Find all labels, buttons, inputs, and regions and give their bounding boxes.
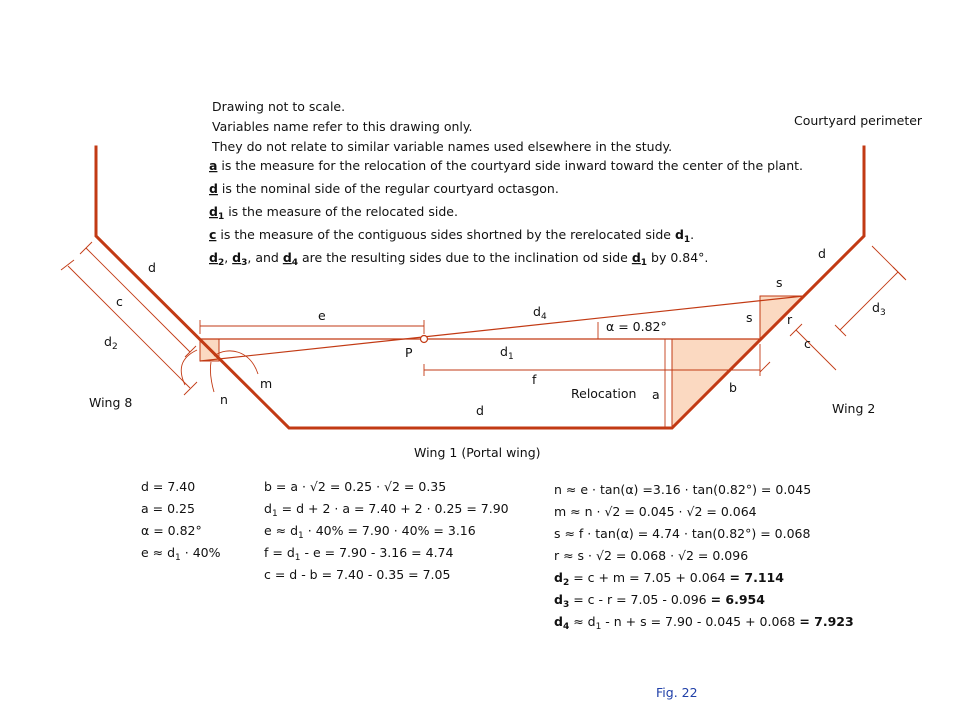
- label-d-bottom: d: [476, 403, 484, 418]
- dim-line-c-right: [796, 330, 836, 370]
- formula-d1: $d_1 = d + 2 \cdot a = 7.40 + 2 \cdot 0.25 = 7.90$: [264, 501, 509, 519]
- label-d-right: d: [818, 246, 826, 261]
- dim-tick: [893, 267, 905, 279]
- legend-d: d is the nominal side of the regular courtyard octasgon.: [209, 181, 559, 196]
- label-wing-2: Wing 2: [832, 401, 876, 416]
- dim-tick: [835, 325, 846, 336]
- label-p: P: [405, 345, 413, 360]
- label-wing-1: Wing 1 (Portal wing): [414, 445, 541, 460]
- label-s-side: s: [746, 310, 753, 325]
- formula-c: c = d - b = 7.40 - 0.35 = 7.05: [264, 567, 451, 582]
- label-d3: $d_3$: [872, 300, 886, 318]
- label-b: b: [729, 380, 737, 395]
- pointer-n: [210, 362, 214, 392]
- label-alpha: α = 0.82°: [606, 319, 667, 334]
- label-f: f: [532, 372, 537, 387]
- label-s-top: s: [776, 275, 783, 290]
- formula-alpha: α = 0.82°: [141, 523, 202, 538]
- note-line-2: Variables name refer to this drawing only.: [212, 119, 473, 134]
- legend-d2-d3-d4: $d_2$, $d_3$, and $d_4$ are the resulting sides due to the inclination od side $d_1$ by 0.84°.: [209, 250, 709, 268]
- legend-c: c is the measure of the contiguous sides shortned by the rerelocated side $d_1$.: [209, 227, 695, 245]
- formula-d2: $d_2 = c + m = 7.05 + 0.064 = 7.114$: [554, 570, 784, 588]
- label-c-right: c: [804, 336, 811, 351]
- formulas-column-3: [554, 482, 854, 632]
- dim-tick: [61, 260, 74, 270]
- formula-e-approx: $e \approx d_1 \cdot 40\%$: [141, 545, 221, 563]
- formula-b: b = a · √2 = 0.25 · √2 = 0.35: [264, 479, 447, 494]
- label-d2: $d_2$: [104, 334, 118, 352]
- label-d-left: d: [148, 260, 156, 275]
- formula-s: s ≈ f · tan(α) = 4.74 · tan(0.82°) = 0.068: [554, 526, 811, 541]
- dim-line-d3: [840, 272, 898, 330]
- label-r: r: [787, 312, 793, 327]
- label-a: a: [652, 387, 660, 402]
- formula-d4: $d_4 \approx d_1 - n + s = 7.90 - 0.045 + 0.068 = 7.923$: [554, 614, 854, 632]
- dim-line-d2: [68, 266, 190, 388]
- label-e: e: [318, 308, 326, 323]
- legend-d1: $d_1$ is the measure of the relocated side.: [209, 204, 458, 222]
- formula-a: a = 0.25: [141, 501, 195, 516]
- drawing-notes: [211, 99, 672, 154]
- label-n: n: [220, 392, 228, 407]
- variable-legend: [209, 158, 803, 268]
- label-c-left: c: [116, 294, 123, 309]
- formulas-column-1: [141, 479, 221, 563]
- label-m: m: [260, 376, 273, 391]
- pointer-d2: [181, 350, 197, 385]
- formulas-column-2: [264, 479, 509, 582]
- dim-tick: [760, 362, 770, 372]
- formula-m: m ≈ n · √2 = 0.045 · √2 = 0.064: [554, 504, 757, 519]
- courtyard-perimeter-label: Courtyard perimeter: [794, 113, 923, 128]
- pivot-point-p: [421, 336, 428, 343]
- label-wing-8: Wing 8: [89, 395, 133, 410]
- pointer-m: [214, 351, 258, 374]
- label-d1: $d_1$: [500, 344, 514, 362]
- formula-d3: $d_3 = c - r = 7.05 - 0.096 = 6.954$: [554, 592, 765, 610]
- legend-a: a is the measure for the relocation of the courtyard side inward toward the center of the plant.: [209, 158, 803, 173]
- formula-e: $e \approx d_1 \cdot 40\% = 7.90 \cdot 40\% = 3.16$: [264, 523, 476, 541]
- dimension-lines: [61, 242, 906, 428]
- note-line-1: Drawing not to scale.: [212, 99, 346, 114]
- note-line-3: They do not relate to similar variable names used elsewhere in the study.: [212, 139, 673, 154]
- formula-d: d = 7.40: [141, 479, 196, 494]
- formula-f: $f = d_1 - e = 7.90 - 3.16 = 4.74$: [264, 545, 454, 563]
- formula-r: r ≈ s · √2 = 0.068 · √2 = 0.096: [554, 548, 749, 563]
- label-relocation: Relocation: [571, 386, 637, 401]
- figure-label: Fig. 22: [656, 685, 698, 700]
- formula-n: n ≈ e · tan(α) =3.16 · tan(0.82°) = 0.045: [554, 482, 812, 497]
- label-d4: $d_4$: [533, 304, 547, 322]
